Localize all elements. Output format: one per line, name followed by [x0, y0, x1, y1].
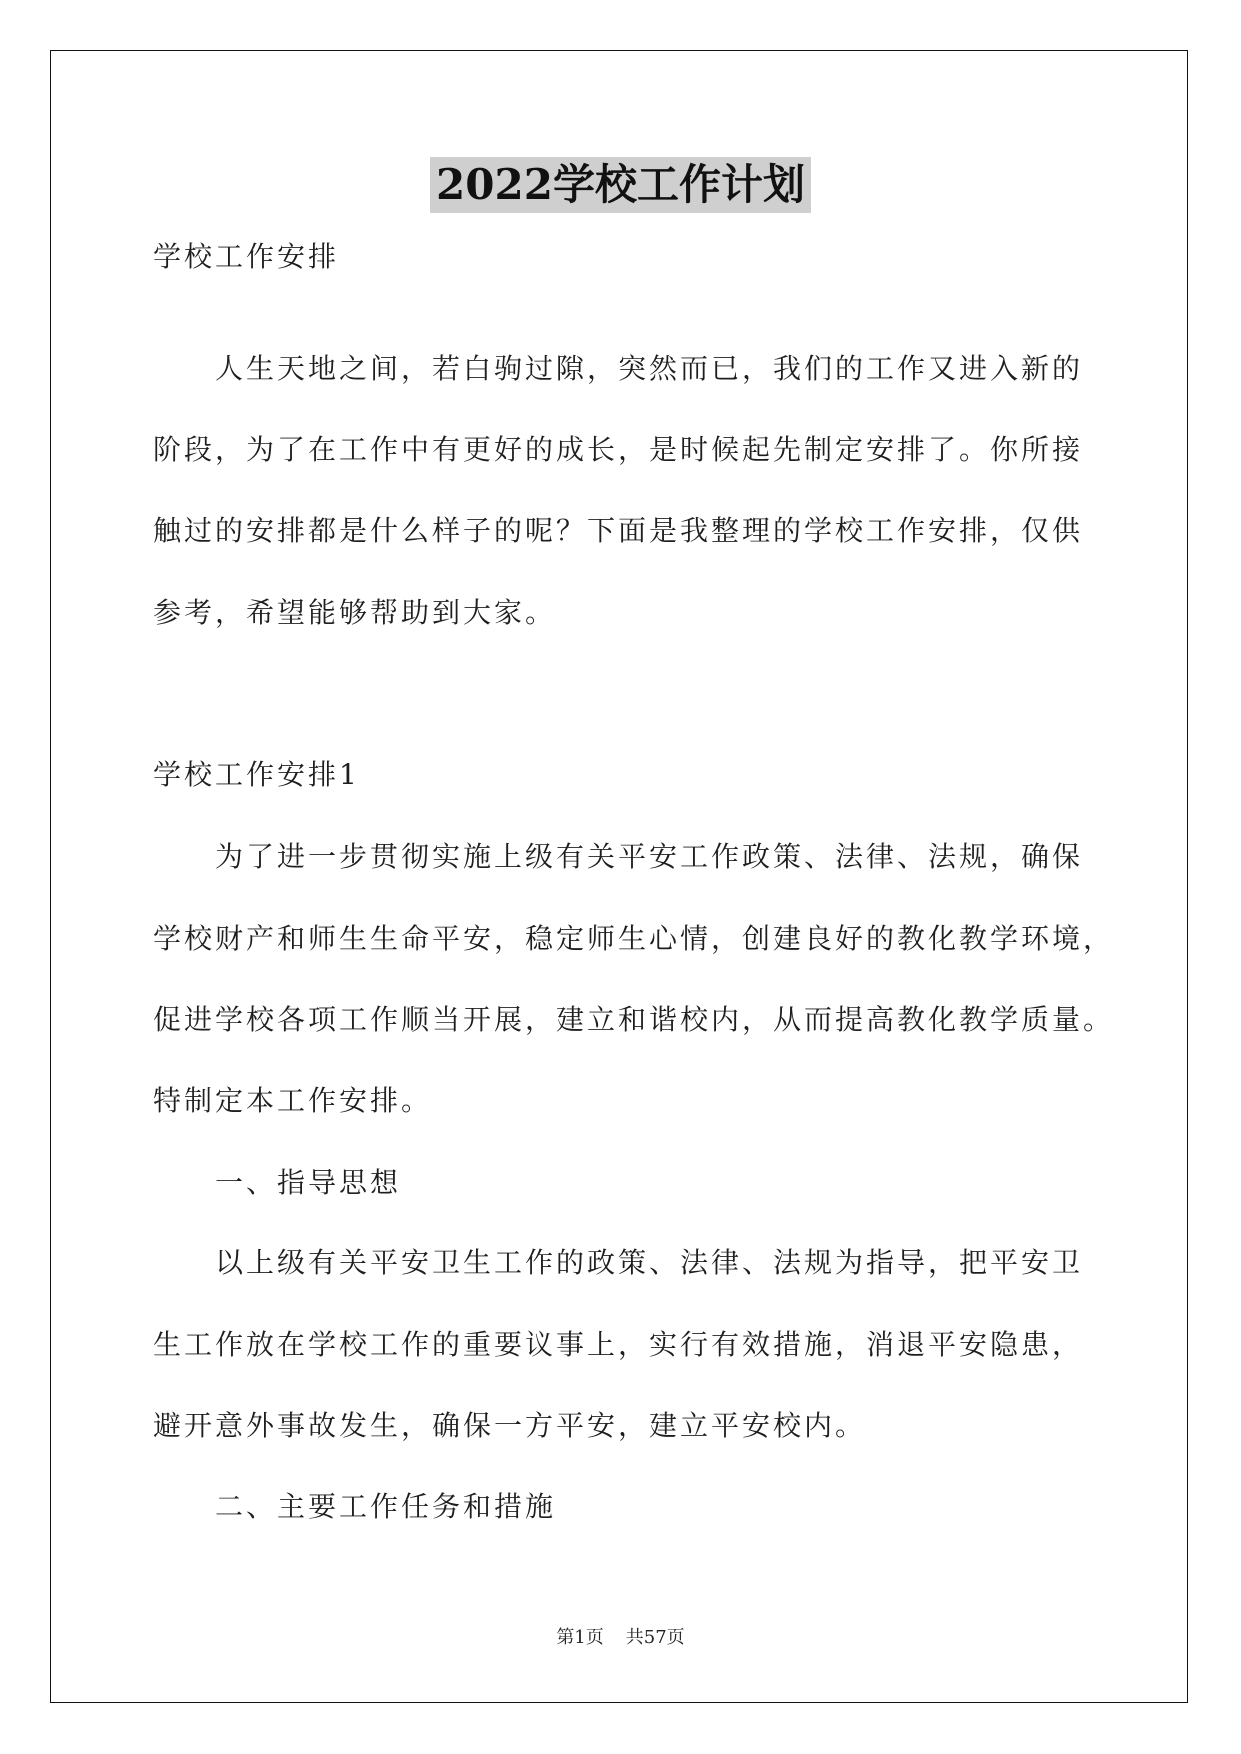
- subheading-main-tasks: 二、主要工作任务和措施: [215, 1490, 557, 1523]
- paragraph-line: 阶段，为了在工作中有更好的成长，是时候起先制定安排了。你所接: [153, 433, 1084, 466]
- paragraph-line: 以上级有关平安卫生工作的政策、法律、法规为指导，把平安卫: [215, 1246, 1084, 1279]
- paragraph-line: 生工作放在学校工作的重要议事上，实行有效措施，消退平安隐患，: [153, 1328, 1084, 1361]
- paragraph-line: 人生天地之间，若白驹过隙，突然而已，我们的工作又进入新的: [215, 352, 1084, 385]
- paragraph-line: 特制定本工作安排。: [153, 1084, 433, 1117]
- page-number: 第1页: [556, 1627, 604, 1648]
- paragraph-line: 学校财产和师生生命平安，稳定师生心情，创建良好的教化教学环境，: [153, 922, 1115, 955]
- section-heading: 学校工作安排1: [153, 758, 360, 791]
- page-footer: [0, 1626, 1241, 1650]
- paragraph-line: 参考，希望能够帮助到大家。: [153, 596, 557, 629]
- title-block: [0, 157, 1241, 213]
- paragraph-line: 避开意外事故发生，确保一方平安，建立平安校内。: [153, 1409, 867, 1442]
- document-title: 2022学校工作计划: [430, 157, 811, 213]
- subheading-guiding-ideology: 一、指导思想: [215, 1166, 402, 1199]
- paragraph-line: 促进学校各项工作顺当开展，建立和谐校内，从而提高教化教学质量。: [153, 1003, 1115, 1036]
- page-total: 共57页: [625, 1627, 685, 1648]
- paragraph-line: 为了进一步贯彻实施上级有关平安工作政策、法律、法规，确保: [215, 840, 1084, 873]
- section-heading: 学校工作安排: [153, 240, 340, 273]
- paragraph-line: 触过的安排都是什么样子的呢？下面是我整理的学校工作安排，仅供: [153, 514, 1084, 547]
